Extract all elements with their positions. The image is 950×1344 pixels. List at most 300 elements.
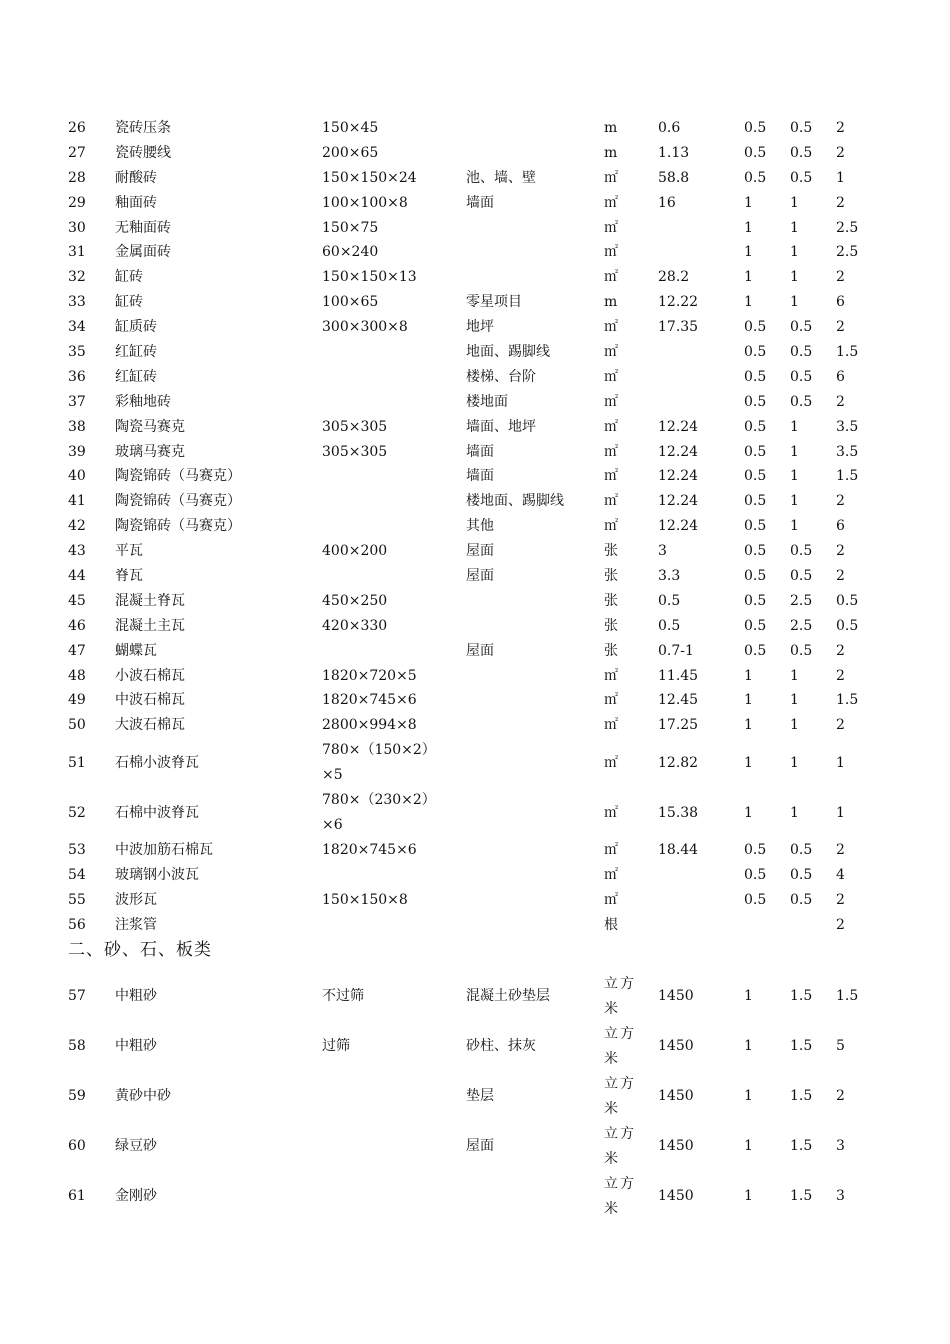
material-weight: 12.24 (658, 493, 699, 510)
row-number: 34 (68, 319, 86, 336)
section-spacer (0, 962, 950, 972)
material-unit: ㎡ (604, 368, 620, 385)
material-unit: 根 (604, 916, 620, 933)
loss-rate-b: 1 (790, 518, 799, 535)
material-spec (322, 863, 452, 888)
loss-rate-c: 1.5 (836, 468, 859, 485)
material-weight: 1450 (658, 988, 694, 1005)
loss-rate-a: 0.5 (744, 169, 767, 186)
material-spec (322, 514, 452, 539)
material-unit: 立方米 (604, 1125, 636, 1167)
row-number: 44 (68, 567, 86, 584)
material-unit: ㎡ (604, 244, 620, 261)
loss-rate-b: 0.5 (790, 567, 813, 584)
row-number: 50 (68, 717, 86, 734)
loss-rate-a: 1 (744, 1038, 753, 1055)
material-unit: 立方米 (604, 975, 636, 1017)
material-usage: 零星项目 (466, 294, 522, 311)
material-usage: 屋面 (466, 642, 494, 659)
material-spec: 60×240 (322, 244, 379, 261)
loss-rate-b: 0.5 (790, 892, 813, 908)
material-name: 红缸砖 (115, 343, 157, 360)
loss-rate-b: 0.5 (790, 319, 813, 336)
loss-rate-c: 3.5 (836, 443, 859, 460)
material-unit: ㎡ (604, 269, 620, 286)
loss-rate-b: 1 (790, 418, 799, 435)
material-name: 陶瓷锦砖（马赛克） (115, 518, 241, 535)
loss-rate-c: 2 (836, 319, 845, 336)
row-number: 56 (68, 916, 86, 933)
material-spec: 1820×745×6 (322, 692, 417, 709)
table-row (0, 688, 950, 713)
row-number: 39 (68, 443, 86, 460)
material-usage: 屋面 (466, 1138, 494, 1155)
material-name: 石棉中波脊瓦 (115, 804, 199, 821)
material-name: 波形瓦 (115, 892, 157, 908)
table-row (0, 216, 950, 241)
loss-rate-a: 0.5 (744, 418, 767, 435)
row-number: 33 (68, 294, 86, 311)
material-unit: 张 (604, 567, 620, 584)
loss-rate-a: 1 (744, 1088, 753, 1105)
loss-rate-c: 2.5 (836, 219, 859, 236)
material-weight: 12.22 (658, 294, 699, 311)
material-unit: 张 (604, 592, 620, 609)
material-name: 陶瓷锦砖（马赛克） (115, 468, 241, 485)
material-unit: ㎡ (604, 219, 620, 236)
material-unit: ㎡ (604, 518, 620, 535)
table-row (0, 589, 950, 614)
table-row (0, 838, 950, 863)
material-name: 小波石棉瓦 (115, 667, 185, 684)
material-name: 黄砂中砂 (115, 1088, 171, 1105)
loss-rate-a: 0.5 (744, 468, 767, 485)
material-name: 绿豆砂 (115, 1138, 157, 1155)
material-unit: ㎡ (604, 692, 620, 709)
material-weight: 12.45 (658, 692, 699, 709)
loss-rate-a: 1 (744, 219, 753, 236)
loss-rate-b: 1 (790, 804, 799, 821)
loss-rate-a: 0.5 (744, 617, 767, 634)
loss-rate-b: 1.5 (790, 1188, 813, 1205)
loss-rate-c: 1.5 (836, 343, 859, 360)
row-number: 47 (68, 642, 86, 659)
table-row (0, 888, 950, 913)
table-group-tiles (0, 116, 950, 738)
material-usage: 地面、踢脚线 (466, 343, 550, 360)
loss-rate-b: 0.5 (790, 368, 813, 385)
loss-rate-b: 1 (790, 244, 799, 261)
material-name: 陶瓷锦砖（马赛克） (115, 493, 241, 510)
row-number: 58 (68, 1038, 86, 1055)
table-row (0, 863, 950, 888)
material-name: 缸砖 (115, 269, 143, 286)
row-number: 40 (68, 468, 86, 485)
material-spec: 305×305 (322, 443, 388, 460)
material-weight: 17.35 (658, 319, 699, 336)
loss-rate-c: 3 (836, 1138, 845, 1155)
table-row (0, 788, 950, 838)
row-number: 53 (68, 842, 86, 859)
loss-rate-a: 0.5 (744, 493, 767, 510)
loss-rate-c: 1 (836, 169, 845, 186)
material-name: 混凝土脊瓦 (115, 592, 185, 609)
row-number: 31 (68, 244, 86, 261)
table-row (0, 315, 950, 340)
row-number: 37 (68, 393, 86, 410)
row-number: 38 (68, 418, 86, 435)
material-spec: 150×150×13 (322, 269, 417, 286)
row-number: 55 (68, 892, 86, 908)
loss-rate-a: 0.5 (744, 144, 767, 161)
material-weight: 3.3 (658, 567, 681, 584)
loss-rate-b: 0.5 (790, 642, 813, 659)
material-usage: 砂柱、抹灰 (466, 1038, 536, 1055)
loss-rate-c: 2 (836, 493, 845, 510)
material-spec: 过筛 (322, 1038, 350, 1055)
material-spec (322, 1072, 452, 1122)
material-usage: 屋面 (466, 567, 494, 584)
material-usage: 垫层 (466, 1088, 494, 1105)
loss-rate-a: 0.5 (744, 443, 767, 460)
material-usage: 墙面 (466, 443, 494, 460)
section-title: 二、砂、石、板类 (68, 939, 212, 960)
table-row (0, 913, 950, 938)
row-number: 41 (68, 493, 86, 510)
loss-rate-b: 0.5 (790, 119, 813, 136)
material-spec: 300×300×8 (322, 319, 408, 336)
table-row (0, 1072, 950, 1122)
material-weight: 11.45 (658, 667, 699, 684)
material-unit: 立方米 (604, 1075, 636, 1117)
table-row (0, 116, 950, 141)
loss-rate-a: 0.5 (744, 642, 767, 659)
material-name: 注浆管 (115, 916, 157, 933)
row-number: 42 (68, 518, 86, 535)
loss-rate-a: 1 (744, 804, 753, 821)
loss-rate-c: 2 (836, 667, 845, 684)
row-number: 32 (68, 269, 86, 286)
material-weight: 0.5 (658, 592, 681, 609)
material-weight: 0.6 (658, 119, 681, 136)
material-spec: 150×75 (322, 219, 379, 236)
loss-rate-c: 2 (836, 144, 845, 161)
loss-rate-c: 2 (836, 269, 845, 286)
material-unit: 张 (604, 543, 620, 560)
material-usage: 楼地面、踢脚线 (466, 493, 564, 510)
material-weight: 12.24 (658, 468, 699, 485)
section-heading (0, 938, 950, 962)
row-number: 61 (68, 1188, 86, 1205)
row-number: 27 (68, 144, 86, 161)
loss-rate-a: 1 (744, 667, 753, 684)
material-spec: 1820×745×6 (322, 842, 417, 859)
loss-rate-c: 6 (836, 518, 845, 535)
table-row (0, 290, 950, 315)
material-spec: 150×45 (322, 119, 379, 136)
table-row (0, 440, 950, 465)
material-spec: 150×150×24 (322, 169, 417, 186)
loss-rate-a: 0.5 (744, 518, 767, 535)
material-name: 中波加筋石棉瓦 (115, 842, 213, 859)
material-name: 釉面砖 (115, 194, 157, 211)
row-number: 49 (68, 692, 86, 709)
table-group-sand (0, 972, 950, 1222)
material-unit: ㎡ (604, 493, 620, 510)
loss-rate-c: 3 (836, 1188, 845, 1205)
loss-rate-a: 1 (744, 294, 753, 311)
material-name: 陶瓷马赛克 (115, 418, 185, 435)
loss-rate-b: 1 (790, 692, 799, 709)
loss-rate-a: 1 (744, 1188, 753, 1205)
row-number: 48 (68, 667, 86, 684)
table-row (0, 191, 950, 216)
material-weight: 1450 (658, 1038, 694, 1055)
material-name: 中波石棉瓦 (115, 692, 185, 709)
material-name: 缸砖 (115, 294, 143, 311)
table-row (0, 614, 950, 639)
material-usage: 池、墙、壁 (466, 169, 536, 186)
table-row (0, 141, 950, 166)
material-name: 瓷砖压条 (115, 119, 171, 136)
table-row (0, 713, 950, 738)
material-name: 彩釉地砖 (115, 393, 171, 410)
material-weight: 12.24 (658, 443, 699, 460)
material-spec (322, 464, 452, 489)
material-name: 石棉小波脊瓦 (115, 754, 199, 771)
table-row (0, 972, 950, 1022)
material-name: 混凝土主瓦 (115, 617, 185, 634)
material-name: 金刚砂 (115, 1188, 157, 1205)
material-weight: 0.7-1 (658, 642, 694, 659)
material-unit: 立方米 (604, 1025, 636, 1067)
loss-rate-c: 2 (836, 567, 845, 584)
loss-rate-b: 1 (790, 194, 799, 211)
loss-rate-b: 0.5 (790, 867, 813, 884)
loss-rate-b: 1.5 (790, 1038, 813, 1055)
material-weight: 15.38 (658, 804, 699, 821)
material-weight: 28.2 (658, 269, 690, 286)
loss-rate-c: 2 (836, 119, 845, 136)
loss-rate-b: 2.5 (790, 617, 813, 634)
material-weight: 17.25 (658, 717, 699, 734)
table-row (0, 390, 950, 415)
loss-rate-c: 6 (836, 294, 845, 311)
material-name: 玻璃钢小波瓦 (115, 867, 199, 884)
material-usage: 墙面、地坪 (466, 418, 536, 435)
loss-rate-a: 0.5 (744, 343, 767, 360)
loss-rate-c: 2 (836, 717, 845, 734)
material-unit: ㎡ (604, 443, 620, 460)
material-unit: ㎡ (604, 343, 620, 360)
loss-rate-a: 0.5 (744, 592, 767, 609)
loss-rate-b: 1 (790, 717, 799, 734)
loss-rate-b: 1 (790, 443, 799, 460)
material-weight: 12.82 (658, 754, 699, 771)
row-number: 54 (68, 867, 86, 884)
loss-rate-c: 1.5 (836, 692, 859, 709)
material-spec: 780×（150×2）×5 (322, 742, 436, 784)
material-weight: 3 (658, 543, 667, 560)
loss-rate-b: 1.5 (790, 1088, 813, 1105)
material-weight: 12.24 (658, 418, 699, 435)
material-unit: 张 (604, 617, 620, 634)
material-name: 红缸砖 (115, 368, 157, 385)
table-row (0, 1022, 950, 1072)
row-number: 35 (68, 343, 86, 360)
material-table (0, 116, 950, 1222)
loss-rate-c: 2 (836, 543, 845, 560)
table-row (0, 340, 950, 365)
loss-rate-c: 2 (836, 642, 845, 659)
loss-rate-a: 1 (744, 244, 753, 261)
loss-rate-c: 3.5 (836, 418, 859, 435)
material-spec (322, 639, 452, 664)
table-row (0, 664, 950, 689)
material-usage: 墙面 (466, 194, 494, 211)
row-number: 51 (68, 754, 86, 771)
material-spec: 150×150×8 (322, 892, 408, 908)
loss-rate-b: 2.5 (790, 592, 813, 609)
material-unit: ㎡ (604, 418, 620, 435)
loss-rate-c: 2.5 (836, 244, 859, 261)
material-usage: 屋面 (466, 543, 494, 560)
material-name: 无釉面砖 (115, 219, 171, 236)
material-usage: 其他 (466, 518, 494, 535)
material-spec (322, 1172, 452, 1222)
loss-rate-c: 2 (836, 393, 845, 410)
loss-rate-a: 1 (744, 988, 753, 1005)
loss-rate-a: 1 (744, 269, 753, 286)
material-name: 大波石棉瓦 (115, 717, 185, 734)
loss-rate-b: 0.5 (790, 169, 813, 186)
material-unit: ㎡ (604, 667, 620, 684)
loss-rate-a: 0.5 (744, 867, 767, 884)
material-weight: 58.8 (658, 169, 690, 186)
table-row (0, 265, 950, 290)
row-number: 52 (68, 804, 86, 821)
material-unit: ㎡ (604, 468, 620, 485)
loss-rate-c: 0.5 (836, 617, 859, 634)
row-number: 26 (68, 119, 86, 136)
material-spec: 1820×720×5 (322, 667, 417, 684)
material-unit: m (604, 119, 620, 136)
table-row (0, 365, 950, 390)
table-row (0, 564, 950, 589)
loss-rate-a: 1 (744, 1138, 753, 1155)
loss-rate-b: 0.5 (790, 543, 813, 560)
material-usage: 地坪 (466, 319, 494, 336)
loss-rate-a: 1 (744, 754, 753, 771)
material-unit: ㎡ (604, 754, 620, 771)
loss-rate-a: 1 (744, 717, 753, 734)
material-spec (322, 365, 452, 390)
loss-rate-b: 1 (790, 493, 799, 510)
row-number: 59 (68, 1088, 86, 1105)
material-usage: 楼梯、台阶 (466, 368, 536, 385)
table-row (0, 240, 950, 265)
loss-rate-a: 0.5 (744, 393, 767, 410)
material-spec: 305×305 (322, 418, 388, 435)
loss-rate-a: 0.5 (744, 543, 767, 560)
material-spec (322, 1122, 452, 1172)
material-weight: 1450 (658, 1188, 694, 1205)
material-spec (322, 340, 452, 365)
loss-rate-c: 1.5 (836, 988, 859, 1005)
material-spec: 2800×994×8 (322, 717, 417, 734)
material-weight: 0.5 (658, 617, 681, 634)
loss-rate-c: 4 (836, 867, 845, 884)
material-spec (322, 564, 452, 589)
table-row (0, 166, 950, 191)
material-spec (322, 489, 452, 514)
loss-rate-a: 0.5 (744, 842, 767, 859)
material-name: 中粗砂 (115, 988, 157, 1005)
material-spec: 420×330 (322, 617, 388, 634)
row-number: 57 (68, 988, 86, 1005)
material-weight: 12.24 (658, 518, 699, 535)
material-name: 蝴蝶瓦 (115, 642, 157, 659)
material-name: 耐酸砖 (115, 169, 157, 186)
row-number: 36 (68, 368, 86, 385)
material-unit: ㎡ (604, 892, 620, 908)
material-unit: ㎡ (604, 867, 620, 884)
row-number: 28 (68, 169, 86, 186)
material-weight: 16 (658, 194, 676, 211)
loss-rate-c: 1 (836, 754, 845, 771)
loss-rate-b: 1 (790, 667, 799, 684)
material-weight: 1.13 (658, 144, 690, 161)
loss-rate-c: 5 (836, 1038, 845, 1055)
material-usage: 楼地面 (466, 393, 508, 410)
row-number: 60 (68, 1138, 86, 1155)
loss-rate-a: 0.5 (744, 119, 767, 136)
loss-rate-c: 2 (836, 916, 845, 933)
row-number: 29 (68, 194, 86, 211)
table-row (0, 738, 950, 788)
loss-rate-a: 0.5 (744, 567, 767, 584)
table-row (0, 639, 950, 664)
row-number: 46 (68, 617, 86, 634)
material-name: 脊瓦 (115, 567, 143, 584)
material-spec: 100×65 (322, 294, 379, 311)
material-name: 玻璃马赛克 (115, 443, 185, 460)
row-number: 45 (68, 592, 86, 609)
material-name: 中粗砂 (115, 1038, 157, 1055)
table-row (0, 1172, 950, 1222)
loss-rate-a: 0.5 (744, 319, 767, 336)
loss-rate-b: 1 (790, 468, 799, 485)
material-unit: m (604, 144, 620, 161)
material-spec: 不过筛 (322, 988, 364, 1005)
material-unit: m (604, 294, 620, 311)
table-row (0, 539, 950, 564)
material-unit: ㎡ (604, 842, 620, 859)
loss-rate-c: 2 (836, 842, 845, 859)
material-spec: 200×65 (322, 144, 379, 161)
loss-rate-b: 0.5 (790, 144, 813, 161)
material-usage: 混凝土砂垫层 (466, 988, 550, 1005)
loss-rate-a: 0.5 (744, 892, 767, 908)
material-name: 金属面砖 (115, 244, 171, 261)
table-group-ridge-tiles (0, 738, 950, 838)
loss-rate-b: 0.5 (790, 393, 813, 410)
loss-rate-a: 1 (744, 692, 753, 709)
table-row (0, 1122, 950, 1172)
material-unit: ㎡ (604, 169, 620, 186)
loss-rate-a: 1 (744, 194, 753, 211)
loss-rate-b: 0.5 (790, 842, 813, 859)
